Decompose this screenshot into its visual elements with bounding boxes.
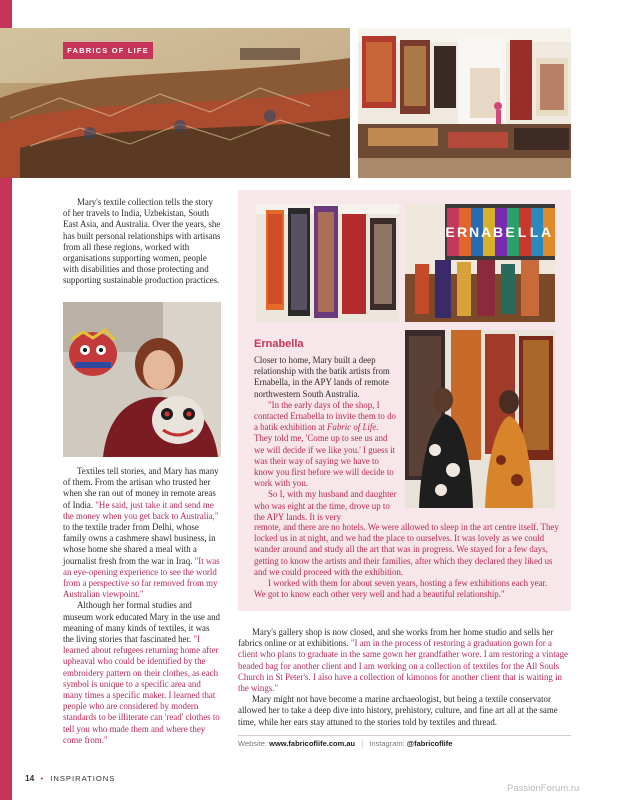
instagram-link[interactable]: @fabricoflife	[406, 739, 453, 748]
panel-text-column	[254, 355, 398, 523]
section-tag: FABRICS OF LIFE	[63, 42, 153, 59]
website-label: Website:	[238, 739, 270, 748]
panel-quote-1	[254, 400, 398, 490]
panel-intro: Closer to home, Mary built a deep relationship with the batik artists from Ernabella, in the APY lands of remote northwestern South Australia.	[254, 355, 390, 399]
panel-text-wide	[254, 522, 559, 600]
web-links	[238, 739, 452, 748]
banner-letter: A	[480, 224, 492, 240]
footer-bullet: •	[40, 774, 45, 783]
instagram-label: Instagram:	[369, 739, 407, 748]
studies-text: Although her formal studies and museum work educated Mary in the use and meaning of many kinds of textiles, it was the living stories that fascinated her.	[63, 600, 220, 645]
photo-batik-display	[256, 204, 399, 322]
panel-quote-1-italic: Fabric of Life	[326, 422, 377, 433]
conclusion-paragraph: Mary might not have become a marine archaeologist, but being a textile conservator allowed her to take a deep dive into history, prehistory, culture, and fine art all at the same time, while her ears stay attuned to the stories told by textiles and thread.	[238, 694, 558, 727]
photo-rugs	[0, 28, 350, 178]
panel-title: Ernabella	[254, 338, 304, 350]
panel-quote-1-before: "In the early days of the shop, I contacted Ernabella to invite them to do a batik exhibition at	[254, 399, 396, 433]
photo-ernabella-artists	[405, 330, 555, 508]
gallery-paragraph	[238, 627, 570, 694]
banner-letter: L	[517, 224, 527, 240]
banner-letter: A	[540, 224, 552, 240]
stories-column	[63, 466, 221, 746]
photo-shop-interior	[358, 28, 571, 178]
stories-text-1: Textiles tell stories, and Mary has many of them. From the artisan who trusted her when she ran out of money in remote areas of India.	[63, 466, 219, 510]
page-footer	[25, 773, 115, 783]
banner-letter: R	[456, 224, 468, 240]
studies-quote: "I learned about refugees returning home after upheaval who could be identified by the embroidery pattern on their clothes, as each symbol is unique to a specific area and many times a specific maker. I learned that people who are considered by modern standards to be illiterate can 'read' clothes to tell you who made them and where they come from."	[63, 634, 220, 745]
banner-letter: E	[445, 224, 455, 240]
footer-section: INSPIRATIONS	[50, 774, 116, 783]
website-link[interactable]: www.fabricoflife.com.au	[269, 739, 356, 748]
links-divider	[238, 735, 571, 736]
banner-letter: E	[505, 224, 515, 240]
page-number: 14	[25, 773, 35, 783]
gallery-text: Mary's gallery shop is now closed, and she works from her home studio and sells her fabrics online or at exhibitions.	[238, 627, 554, 649]
stories-quote-2: "It was an eye-opening experience to see the world from a perspective so far removed from my Australian viewpoint."	[63, 555, 220, 600]
links-separator: |	[361, 739, 364, 748]
banner-letter: N	[468, 224, 480, 240]
gallery-quote: "I am in the process of restoring a graduation gown for a client who plans to graduate in the same gown her grandfather wore. I am restoring a vintage beaded bag for another client and I am working on a collection of textiles for the All Souls Church in St Peter's. I also have a collection of kimonos for another client that is waiting in the wings."	[238, 638, 568, 694]
stories-text-2: to the textile trader from Delhi, whose family owns a cashmere shawl business, in whose home she shared a meal with a journalist fresh from the war in Iraq.	[63, 522, 216, 566]
panel-quote-1-after: . They told me, 'Come up to see us and we will decide if we like you.' I guess it was their way of saying we have to know you first before we will decide to work with you.	[254, 422, 396, 489]
watermark: PassionForum.ru	[507, 783, 580, 794]
banner-letter: B	[492, 224, 504, 240]
intro-text: Mary's textile collection tells the story of her travels to India, Uzbekistan, South East Asia, and Australia. Over the years, she has built personal relationships with artisans from all these regions, worked with organisations supporting women, people with disabilities and those protecting and supporting sustainable production practices.	[63, 197, 221, 286]
panel-quote-2-top: So I, with my husband and daughter who was eight at the time, drove up to the APY lands. It is very	[254, 489, 397, 522]
intro-paragraph	[63, 197, 221, 287]
stories-quote-1: "He said, just take it and send me the money when you get back to Australia,"	[63, 499, 219, 521]
panel-quote-3: I worked with them for about seven years, hosting a few exhibitions each year. We got to know each other very well and had a beautiful relationship."	[254, 578, 548, 600]
ernabella-banner-letters	[444, 212, 552, 252]
stories-paragraph	[63, 466, 221, 600]
studies-paragraph	[63, 600, 221, 746]
gallery-column	[238, 627, 570, 728]
banner-letter: L	[529, 224, 539, 240]
panel-quote-2-rest: remote, and there are no hotels. We were allowed to sleep in the art centre itself. They locked us in at night, and we had the place to ourselves. It was lovely as we could wander around and study all the art that was in progress. We stayed for a few days, getting to know the artists and their families, after which they declared they liked us and we could proceed with the exhibition.	[254, 522, 559, 577]
photo-mary-portrait	[63, 302, 221, 457]
